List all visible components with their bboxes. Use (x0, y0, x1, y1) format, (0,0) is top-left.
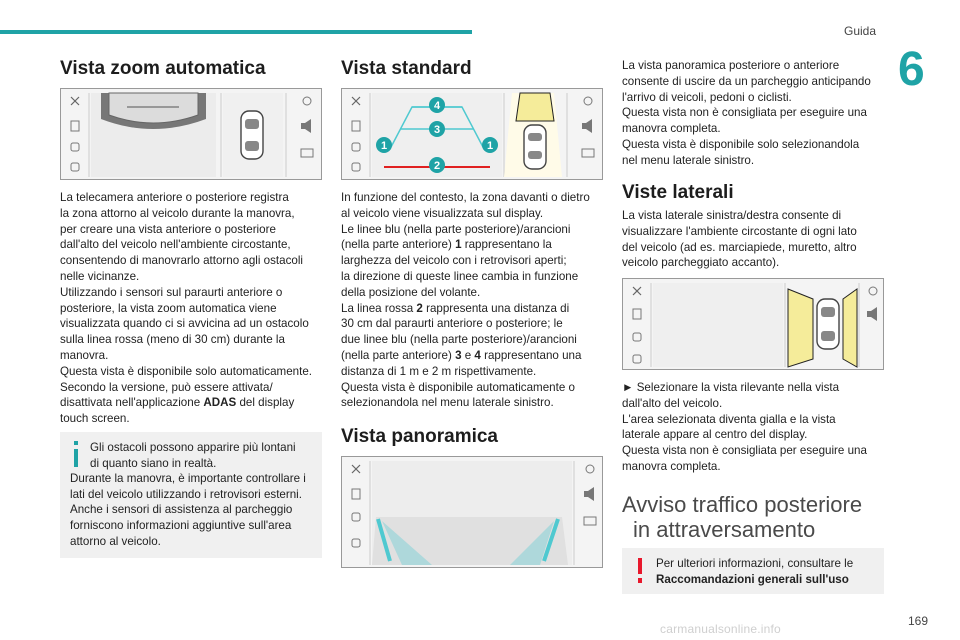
marker-1-left (376, 137, 392, 153)
settings-icon (303, 97, 311, 105)
text-line: visualizzare l'ambiente circostante di ogni lato (622, 224, 857, 238)
marker-label: 1 (380, 140, 388, 152)
side-view-screen (622, 278, 884, 370)
text-line: L'area selezionata diventa gialla e la vista (622, 412, 836, 426)
text-line: Questa vista non è consigliata per eseguire una (622, 444, 867, 458)
text-line: manovra. (60, 348, 109, 362)
text-line: veicolo parcheggiato accanto). (622, 256, 780, 270)
settings-icon (586, 465, 594, 473)
note-line: di quanto siano in realtà. (90, 456, 217, 470)
text-line: visualizzata quando ci si avvicina ad un ostacolo (60, 317, 309, 331)
text-line (341, 301, 607, 317)
note-line: lati del veicolo utilizzando i retrovisori esterni. (70, 487, 302, 501)
text-line: laterale appare al centro del display. (622, 428, 808, 442)
speaker-icon (582, 119, 592, 133)
section-title: Guida (844, 24, 877, 38)
zoom-view-screen (60, 88, 322, 180)
note-line: Durante la manovra, è importante controllare i (70, 472, 306, 486)
zoom-body-text (60, 190, 326, 427)
marker-1-right (482, 137, 498, 153)
warning-note (622, 548, 884, 594)
text-line: due linee blu (nella parte posteriore)/arancioni (341, 333, 577, 347)
page-number: 169 (908, 614, 929, 628)
close-icon (71, 97, 79, 105)
panoramic-view-screen (341, 456, 603, 568)
text-line: larghezza del veicolo con i retrovisori aperti; (341, 254, 567, 268)
text-line: al veicolo viene visualizzata sul display. (341, 206, 544, 220)
panoramic-view-illustration (342, 457, 603, 568)
camera-side-icon (352, 121, 360, 171)
text-span: del display (236, 396, 295, 410)
text-line: La vista panoramica posteriore o anteriore (622, 59, 840, 72)
camera-side-icon (352, 489, 360, 547)
chapter-number: 6 (898, 43, 925, 96)
camera-side-icon (71, 121, 79, 171)
note-line: forniscono informazioni aggiuntive sull'area (70, 518, 292, 532)
side-body-text (622, 208, 892, 271)
speaker-icon (584, 487, 594, 501)
text-line: nel menu laterale sinistro. (622, 153, 755, 167)
text-line: La vista laterale sinistra/destra consente di (622, 209, 842, 222)
text-line: consente di uscire da un parcheggio anticipando (622, 74, 871, 88)
text-line: Questa vista è disponibile automaticamente o (341, 380, 575, 394)
warning-icon (632, 558, 648, 584)
text-line: Questa vista è disponibile solo automaticamente. (60, 364, 312, 378)
side-view-illustration (623, 279, 884, 370)
text-span: rappresentano la (461, 238, 552, 252)
marker-3 (429, 121, 445, 137)
close-icon (352, 465, 360, 473)
camera-icon (301, 149, 313, 157)
text-line: per creare una vista anteriore o posteriore (60, 222, 276, 236)
text-line: In funzione del contesto, la zona davanti o dietro (341, 191, 590, 204)
adas-app-name: ADAS (203, 396, 237, 410)
text-line: del veicolo (ad es. marciapiede, muretto, altro (622, 240, 857, 254)
warning-link-text: Raccomandazioni generali sull'uso (656, 572, 849, 586)
text-span: (nella parte anteriore) (341, 238, 456, 252)
standard-view-screen (341, 88, 603, 180)
text-line: Utilizzando i sensori sul paraurti anteriore o (60, 285, 283, 299)
close-icon (633, 287, 641, 295)
camera-side-icon (633, 309, 641, 363)
heading-vista-zoom: Vista zoom automatica (60, 58, 266, 79)
car-icon (524, 125, 546, 169)
settings-icon (869, 287, 877, 295)
marker-label: 3 (433, 124, 441, 136)
text-line: Secondo la versione, può essere attivata/ (60, 380, 273, 394)
side-instructions-text (622, 380, 892, 475)
ref-4: 4 (474, 348, 481, 362)
heading-rear-cross-traffic (622, 492, 892, 542)
speaker-icon (867, 307, 877, 321)
marker-label: 1 (486, 140, 494, 152)
text-line: Le linee blu (nella parte posteriore)/arancioni (341, 222, 571, 236)
text-line: l'arrivo di veicoli, pedoni o ciclisti. (622, 90, 792, 104)
close-icon (352, 97, 360, 105)
marker-label: 4 (433, 100, 441, 112)
heading-line: in attraversamento (633, 517, 816, 542)
marker-label: 2 (433, 160, 441, 172)
text-span: rappresenta una distanza di (422, 301, 570, 315)
panoramic-body-text (622, 58, 892, 169)
text-line (341, 348, 607, 364)
camera-icon (584, 517, 596, 525)
text-line: La telecamera anteriore o posteriore registra (60, 191, 289, 204)
text-span: e (461, 348, 475, 362)
text-line: la direzione di queste linee cambia in funzione (341, 269, 579, 283)
text-span: (nella parte anteriore) (341, 348, 456, 362)
text-line: nelle vicinanze. (60, 269, 140, 283)
text-line (341, 237, 607, 253)
text-line: touch screen. (60, 412, 130, 426)
info-note (60, 432, 322, 558)
text-line: la zona attorno al veicolo durante la manovra, (60, 206, 295, 220)
text-line: manovra completa. (622, 459, 721, 473)
warning-line: Per ulteriori informazioni, consultare le (656, 557, 854, 570)
text-line: posteriore, la vista zoom automatica viene (60, 301, 277, 315)
car-icon (817, 299, 839, 349)
warning-line (656, 572, 874, 588)
zoom-view-illustration (61, 89, 322, 180)
camera-icon (582, 149, 594, 157)
text-line: Questa vista non è consigliata per eseguire una (622, 106, 867, 120)
standard-view-illustration (342, 89, 603, 180)
info-icon (68, 441, 84, 467)
marker-2 (429, 157, 445, 173)
text-line: 30 cm dal paraurti anteriore o posteriore; le (341, 317, 563, 331)
text-span: rappresentano una (480, 348, 582, 362)
ref-1: 1 (455, 238, 462, 252)
note-line: Anche i sensori di assistenza al parcheggio (70, 503, 293, 517)
text-span: disattivata nell'applicazione (60, 396, 204, 410)
text-line: dall'alto del veicolo. (622, 396, 723, 410)
text-line: manovra completa. (622, 122, 721, 136)
text-line: selezionandola nel menu laterale sinistro. (341, 396, 554, 410)
text-line: ► Selezionare la vista rilevante nella vista (622, 381, 840, 394)
heading-line: Avviso traffico posteriore (622, 492, 863, 517)
text-line: sulla linea rossa (meno di 30 cm) durante la (60, 333, 285, 347)
header-accent-bar (0, 30, 472, 34)
text-line (60, 395, 326, 411)
ref-3: 3 (455, 348, 462, 362)
text-line: consentendo di manovrarlo attorno agli ostacoli (60, 254, 303, 268)
text-span: La linea rossa (341, 301, 417, 315)
text-line: Questa vista è disponibile solo selezionandola (622, 137, 860, 151)
text-line: della posizione del volante. (341, 285, 481, 299)
note-line: attorno al veicolo. (70, 534, 161, 548)
text-line: distanza di 1 m e 2 m rispettivamente. (341, 364, 537, 378)
speaker-icon (301, 119, 311, 133)
standard-body-text (341, 190, 607, 411)
ref-2: 2 (416, 301, 423, 315)
settings-icon (584, 97, 592, 105)
note-line: Gli ostacoli possono apparire più lontani (90, 441, 296, 454)
marker-4 (429, 97, 445, 113)
car-icon (241, 111, 263, 159)
text-line: dall'alto del veicolo nell'ambiente circostante, (60, 238, 291, 252)
watermark: carmanualsonline.info (660, 622, 781, 636)
heading-viste-laterali: Viste laterali (622, 182, 734, 203)
heading-vista-panoramica: Vista panoramica (341, 426, 499, 447)
heading-vista-standard: Vista standard (341, 58, 472, 79)
